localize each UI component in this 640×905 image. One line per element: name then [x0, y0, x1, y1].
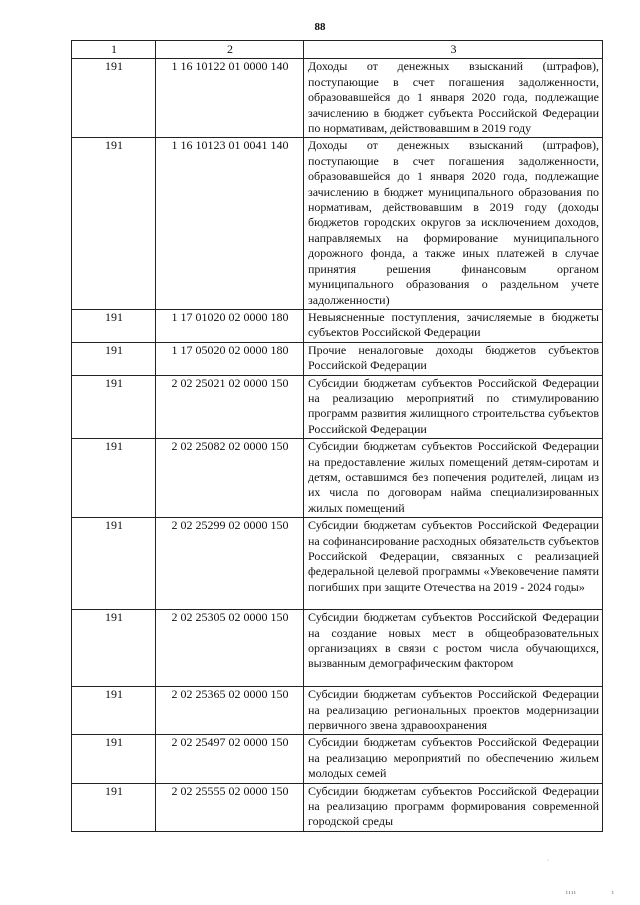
admin-code-cell: 191: [72, 59, 156, 138]
admin-code-cell: 191: [72, 439, 156, 518]
classification-code-cell: 2 02 25365 02 0000 150: [156, 687, 304, 735]
classification-code-cell: 1 17 05020 02 0000 180: [156, 342, 304, 375]
column-header-3: 3: [304, 41, 603, 59]
admin-code-cell: 191: [72, 309, 156, 342]
admin-code-cell: 191: [72, 518, 156, 610]
description-cell: Доходы от денежных взысканий (штрафов), поступающие в счет погашения задолженности, образовавшейся до 1 января 2020 года, подлежащие зачислению в бюджет муниципального образования по нормативам, действовавшим в 2019 году (доходы бюджетов городских округов за исключением доходов, направляемых на формирование муниципального дорожного фонда, а также иных платежей в случае принятия решения финансовым органом муниципального образования о раздельном учете задолженности): [304, 138, 603, 309]
classification-code-cell: 1 16 10123 01 0041 140: [156, 138, 304, 309]
table-row: [72, 375, 603, 439]
scan-artifact-mark: ı: [612, 890, 614, 896]
description-cell: Невыясненные поступления, зачисляемые в бюджеты субъектов Российской Федерации: [304, 309, 603, 342]
description-cell: Субсидии бюджетам субъектов Российской Федерации на реализацию мероприятий по стимулированию программ развития жилищного строительства субъектов Российской Федерации: [304, 375, 603, 439]
classification-code-cell: 2 02 25021 02 0000 150: [156, 375, 304, 439]
scan-artifact-marks: ıııı: [566, 890, 577, 896]
table-row: [72, 309, 603, 342]
classification-code-cell: 2 02 25305 02 0000 150: [156, 610, 304, 687]
classification-code-cell: 2 02 25555 02 0000 150: [156, 783, 304, 831]
admin-code-cell: 191: [72, 342, 156, 375]
description-cell: Субсидии бюджетам субъектов Российской Федерации на предоставление жилых помещений детям-сиротам и детям, оставшимся без попечения родителей, лицам из их числа по договорам найма специализированных жилых помещений: [304, 439, 603, 518]
column-header-2: 2: [156, 41, 304, 59]
admin-code-cell: 191: [72, 138, 156, 309]
table-row: [72, 342, 603, 375]
classification-code-cell: 2 02 25497 02 0000 150: [156, 735, 304, 783]
table-row: [72, 687, 603, 735]
scan-speck: ·: [547, 858, 549, 864]
table-header-row: [72, 41, 603, 59]
classification-code-cell: 1 16 10122 01 0000 140: [156, 59, 304, 138]
table-row: [72, 735, 603, 783]
classification-code-cell: 2 02 25082 02 0000 150: [156, 439, 304, 518]
admin-code-cell: 191: [72, 375, 156, 439]
description-cell: Субсидии бюджетам субъектов Российской Федерации на реализацию региональных проектов модернизации первичного звена здравоохранения: [304, 687, 603, 735]
column-header-1: 1: [72, 41, 156, 59]
table-row: [72, 783, 603, 831]
table-row: [72, 518, 603, 610]
table-row: [72, 138, 603, 309]
admin-code-cell: 191: [72, 783, 156, 831]
page-number: 88: [314, 21, 326, 33]
admin-code-cell: 191: [72, 610, 156, 687]
description-cell: Прочие неналоговые доходы бюджетов субъектов Российской Федерации: [304, 342, 603, 375]
description-cell: Доходы от денежных взысканий (штрафов), поступающие в счет погашения задолженности, образовавшейся до 1 января 2020 года, подлежащие зачислению в бюджет субъекта Российской Федерации по нормативам, действовавшим в 2019 году: [304, 59, 603, 138]
table-row: [72, 59, 603, 138]
description-cell: Субсидии бюджетам субъектов Российской Федерации на софинансирование расходных обязательств субъектов Российской Федерации, связанных с реализацией федеральной целевой программы «Увековечение памяти погибших при защите Отечества на 2019 - 2024 годы»: [304, 518, 603, 610]
description-cell: Субсидии бюджетам субъектов Российской Федерации на реализацию мероприятий по обеспечению жильем молодых семей: [304, 735, 603, 783]
classification-code-cell: 2 02 25299 02 0000 150: [156, 518, 304, 610]
description-cell: Субсидии бюджетам субъектов Российской Федерации на реализацию программ формирования современной городской среды: [304, 783, 603, 831]
table-row: [72, 439, 603, 518]
description-cell: Субсидии бюджетам субъектов Российской Федерации на создание новых мест в общеобразовательных организациях в связи с ростом числа обучающихся, вызванным демографическим фактором: [304, 610, 603, 687]
admin-code-cell: 191: [72, 735, 156, 783]
classification-code-cell: 1 17 01020 02 0000 180: [156, 309, 304, 342]
table-row: [72, 610, 603, 687]
admin-code-cell: 191: [72, 687, 156, 735]
budget-classification-table: [71, 40, 603, 832]
